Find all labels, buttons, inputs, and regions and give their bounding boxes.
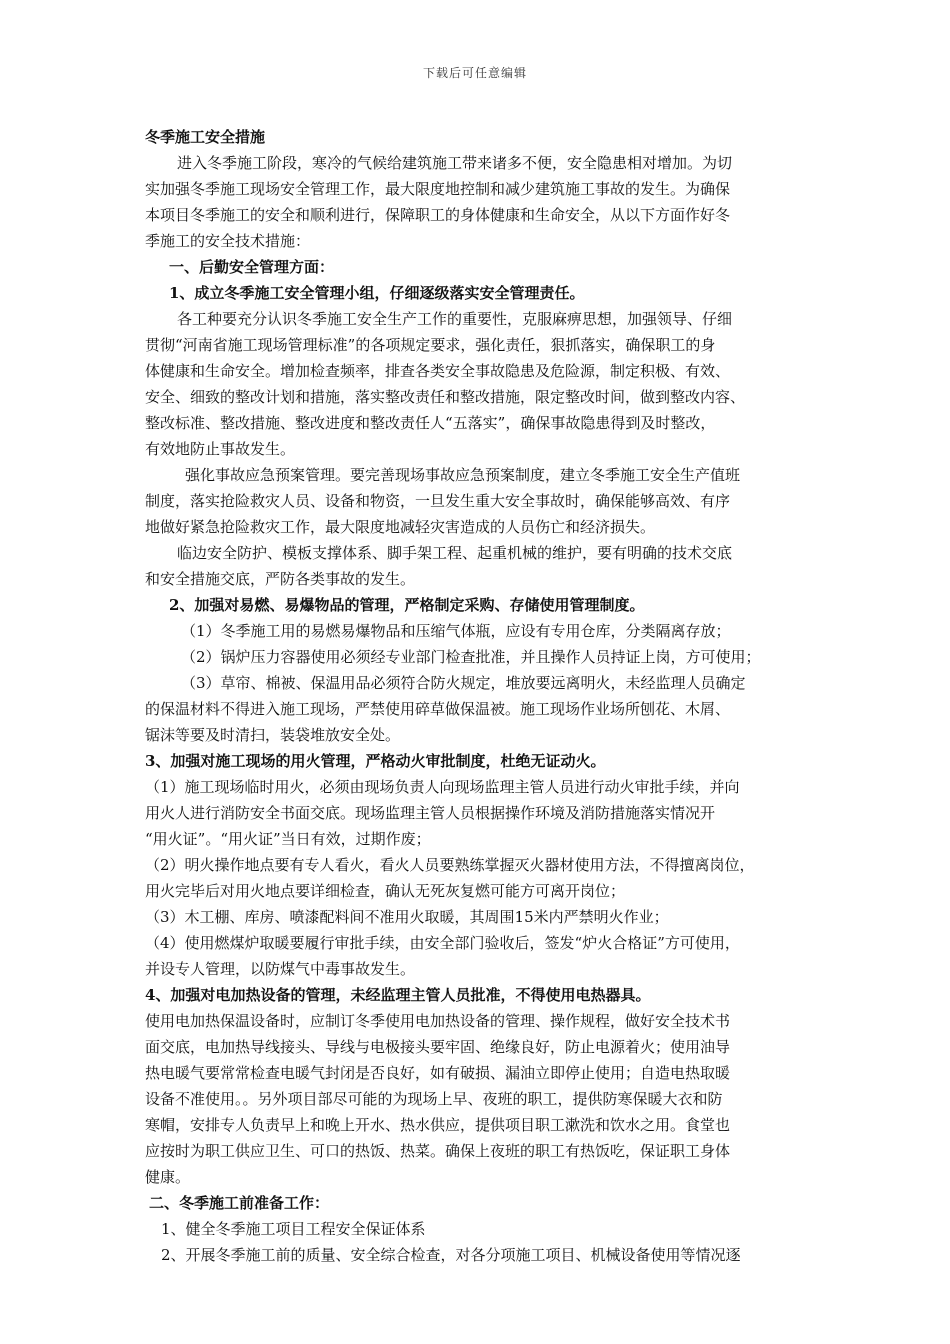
paragraph-line: 各工种要充分认识冬季施工安全生产工作的重要性，克服麻痹思想，加强领导、仔细 (177, 310, 733, 328)
paragraph-line: 用火人进行消防安全书面交底。现场监理主管人员根据操作环境及消防措施落实情况开 (145, 804, 716, 822)
paragraph-line: 面交底，电加热导线接头、导线与电极接头要牢固、绝缘良好，防止电源着火；使用油导 (145, 1038, 731, 1056)
list-item: （1）冬季施工用的易燃易爆物品和压缩气体瓶，应设有专用仓库，分类隔离存放； (181, 622, 731, 640)
paragraph-line: 临边安全防护、模板支撑体系、脚手架工程、起重机械的维护，要有明确的技术交底 (177, 544, 733, 562)
paragraph-line: 贯彻“河南省施工现场管理标准”的各项规定要求，强化责任，狠抓落实，确保职工的身 (145, 336, 716, 354)
paragraph-line: 制度，落实抢险救灾人员、设备和物资，一旦发生重大安全事故时，确保能够高效、有序 (145, 492, 731, 510)
paragraph-line: 热电暖气要常常检查电暖气封闭是否良好，如有破损、漏油立即停止使用；自造电热取暖 (145, 1064, 731, 1082)
paragraph-line: 应按时为职工供应卫生、可口的热饭、热菜。确保上夜班的职工有热饭吃，保证职工身体 (145, 1142, 731, 1160)
paragraph-line: 和安全措施交底，严防各类事故的发生。 (145, 570, 416, 588)
paragraph-line: “用火证”。“用火证”当日有效，过期作废； (145, 830, 431, 848)
list-item: （4）使用燃煤炉取暖要履行审批手续，由安全部门验收后，签发“炉火合格证”方可使用， (145, 934, 740, 952)
paragraph-line: 本项目冬季施工的安全和顺利进行，保障职工的身体健康和生命安全，从以下方面作好冬 (145, 206, 731, 224)
list-item: （1）施工现场临时用火，必须由现场负责人向现场监理主管人员进行动火审批手续，并向 (145, 778, 740, 796)
section-heading-2: 二、冬季施工前准备工作： (149, 1194, 330, 1212)
paragraph-line: 并设专人管理，以防煤气中毒事故发生。 (145, 960, 416, 978)
paragraph-line: 季施工的安全技术措施： (145, 232, 311, 250)
list-item: （3）草帘、棉被、保温用品必须符合防火规定，堆放要远离明火，未经监理人员确定 (181, 674, 746, 692)
subsection-heading-2: 2、加强对易燃、易爆物品的管理，严格制定采购、存储使用管理制度。 (169, 596, 645, 614)
subsection-heading-1: 1、成立冬季施工安全管理小组，仔细逐级落实安全管理责任。 (169, 284, 585, 302)
paragraph-line: 进入冬季施工阶段，寒冷的气候给建筑施工带来诸多不便，安全隐患相对增加。为切 (177, 154, 733, 172)
subsection-heading-3: 3、加强对施工现场的用火管理，严格动火审批制度，杜绝无证动火。 (145, 752, 606, 770)
header-note: 下载后可任意编辑 (422, 66, 527, 80)
list-item: （3）木工棚、库房、喷漆配料间不准用火取暖，其周围15米内严禁明火作业； (145, 908, 669, 926)
paragraph-line: 健康。 (145, 1168, 191, 1186)
paragraph-line: 整改标准、整改措施、整改进度和整改责任人“五落实”，确保事故隐患得到及时整改， (145, 414, 716, 432)
document-title: 冬季施工安全措施 (145, 128, 266, 146)
list-item: 1、健全冬季施工项目工程安全保证体系 (161, 1220, 426, 1238)
paragraph-line: 体健康和生命安全。增加检查频率，排查各类安全事故隐患及危险源，制定积极、有效、 (145, 362, 731, 380)
paragraph-line: 有效地防止事故发生。 (145, 440, 296, 458)
paragraph-line: 使用电加热保温设备时，应制订冬季使用电加热设备的管理、操作规程，做好安全技术书 (145, 1012, 731, 1030)
paragraph-line: 实加强冬季施工现场安全管理工作，最大限度地控制和减少建筑施工事故的发生。为确保 (145, 180, 731, 198)
paragraph-line: 的保温材料不得进入施工现场，严禁使用碎草做保温被。施工现场作业场所刨花、木屑、 (145, 700, 731, 718)
paragraph-line: 用火完毕后对用火地点要详细检查，确认无死灰复燃可能方可离开岗位； (145, 882, 626, 900)
paragraph-line: 强化事故应急预案管理。要完善现场事故应急预案制度，建立冬季施工安全生产值班 (185, 466, 741, 484)
paragraph-line: 安全、细致的整改计划和措施，落实整改责任和整改措施，限定整改时间，做到整改内容、 (145, 388, 746, 406)
list-item: 2、开展冬季施工前的质量、安全综合检查，对各分项施工项目、机械设备使用等情况逐 (161, 1246, 741, 1264)
section-heading-1: 一、后勤安全管理方面： (169, 258, 335, 276)
paragraph-line: 寒帽，安排专人负责早上和晚上开水、热水供应，提供项目职工漱洗和饮水之用。食堂也 (145, 1116, 731, 1134)
paragraph-line: 地做好紧急抢险救灾工作，最大限度地减轻灾害造成的人员伤亡和经济损失。 (145, 518, 656, 536)
subsection-heading-4: 4、加强对电加热设备的管理，未经监理主管人员批准，不得使用电热器具。 (145, 986, 651, 1004)
document-body (145, 124, 825, 1268)
list-item: （2）明火操作地点要有专人看火，看火人员要熟练掌握灭火器材使用方法，不得擅离岗位， (145, 856, 755, 874)
paragraph-line: 锯沫等要及时清扫，装袋堆放安全处。 (145, 726, 401, 744)
list-item: （2）锅炉压力容器使用必须经专业部门检查批准，并且操作人员持证上岗，方可使用； (181, 648, 761, 666)
paragraph-line: 设备不准使用。。另外项目部尽可能的为现场上早、夜班的职工，提供防寒保暖大衣和防 (145, 1090, 723, 1108)
